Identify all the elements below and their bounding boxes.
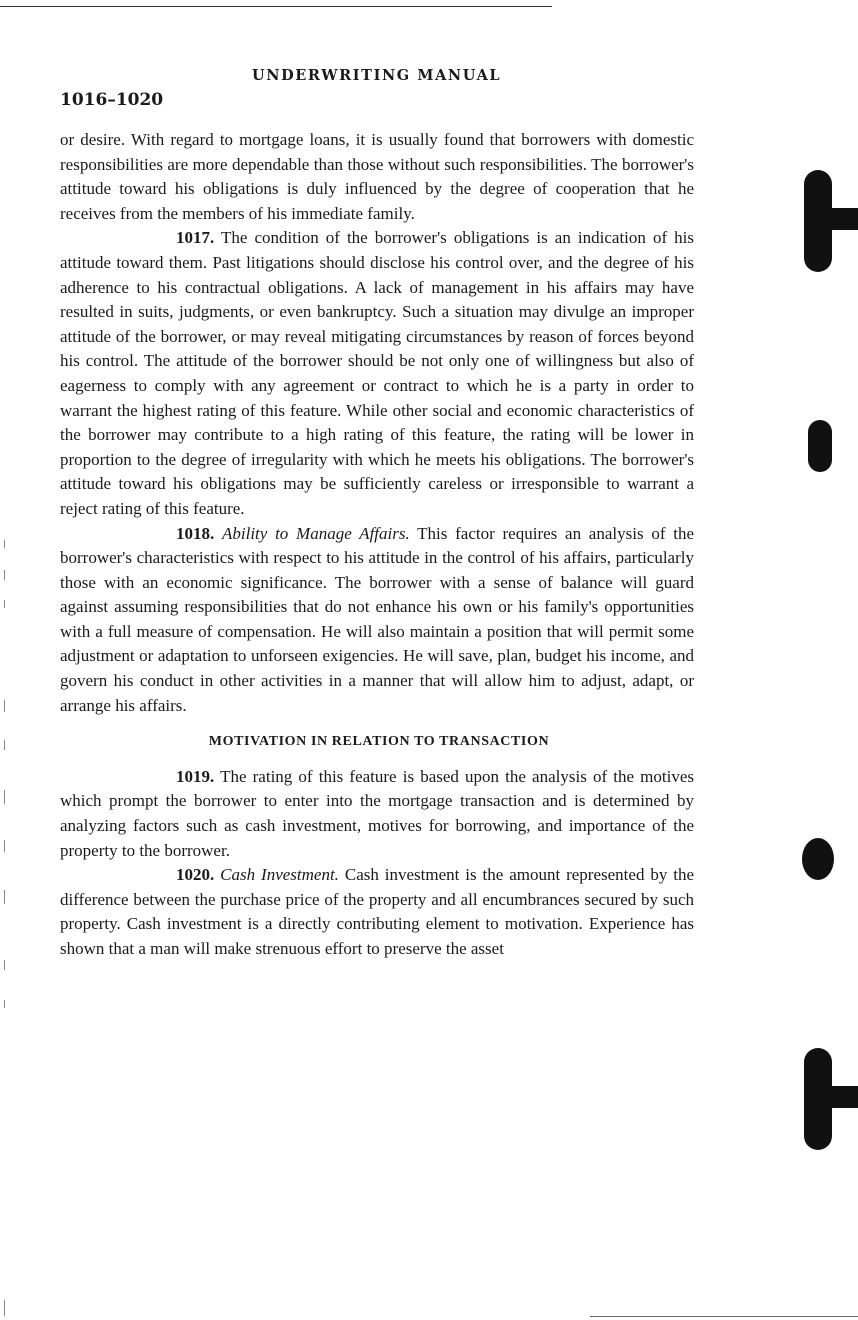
scan-edge-mark [4, 700, 5, 712]
continuation-paragraph: or desire. With regard to mortgage loans, it is usually found that borrowers with domestic responsibilities are more dependable than those without such responsibilities. The borrower's attitude toward his obligations is duly influenced by the degree of cooperation that he receives from the members of his immediate family. [60, 130, 694, 223]
binder-punch-top-tab [820, 208, 858, 230]
section-number-1019: 1019. [176, 766, 215, 786]
top-edge-rule [0, 6, 552, 7]
paragraph-1017-text: The condition of the borrower's obligations is an indication of his attitude toward them. Past litigations should disclose his control over, and the degree of his adherence to his contractual obligations. A lack of management in his affairs may have resulted in suits, judgments, or even bankruptcy. Such a situation may divulge an improper attitude of the borrower, or may reveal mitigating circumstances by reason of forces beyond his control. The attitude of the borrower should be not only one of willingness but also of eagerness to comply with any agreement or contract to which he is a party in order to warrant the highest rating of this feature. While other social and economic characteristics of the borrower may contribute to a high rating of this feature, the rating will be lower in proportion to the degree of irregularity with which he meets his obligations. The borrower's attitude toward his obligations may be sufficiently careless or irresponsible to warrant a reject rating of this feature. [60, 228, 694, 518]
section-heading: MOTIVATION IN RELATION TO TRANSACTION [208, 734, 550, 750]
paragraph-1019-text: The rating of this feature is based upon the analysis of the motives which prompt the borrower to enter into the mortgage transaction and is determined by analyzing factors such as cash investment, motives for borrowing, and importance of the property to the borrower. [60, 766, 694, 860]
scan-edge-mark [4, 540, 5, 548]
body-text [60, 128, 694, 962]
section-title-1018: Ability to Manage Affairs. [222, 523, 410, 543]
binder-hole-round [802, 838, 834, 880]
scan-edge-mark [4, 740, 5, 750]
scan-edge-mark [4, 1000, 5, 1008]
paragraph-1019 [60, 765, 694, 863]
paragraph-1018-text: This factor requires an analysis of the borrower's characteristics with respect to his attitude in the control of his affairs, particularly those with an economic significance. The borrower with a sense of balance will guard against assuming responsibilities that do not enhance his own or his family's opportunities with a full measure of compensation. He will also maintain a position that will permit some adjustment or adaptation to unforseen exigencies. He will save, plan, budget his income, and govern his conduct in other activities in a manner that will allow him to adjust, adapt, or arrange his affairs. [60, 523, 695, 715]
paragraph-1017 [60, 226, 694, 521]
running-title: UNDERWRITING MANUAL [252, 67, 502, 84]
paragraph-1020-text: Cash investment is the amount represented by the difference between the purchase price of the property and all encumbrances secured by such property. Cash investment is a directly contributing element to motivation. Experience has shown that a man will make strenuous effort to preserve the asset [60, 865, 695, 958]
scan-edge-mark [4, 960, 5, 970]
binder-punch-middle [808, 420, 832, 472]
page-section-range: 1016–1020 [60, 90, 164, 110]
scan-edge-mark [4, 1300, 5, 1316]
paragraph-1020 [60, 863, 694, 961]
section-title-1020: Cash Investment. [220, 865, 339, 885]
section-number-1020: 1020. [176, 865, 215, 885]
scan-edge-mark [4, 890, 5, 904]
binder-punch-bottom-tab [820, 1086, 858, 1108]
scan-edge-mark [4, 600, 5, 608]
section-number-1017: 1017. [176, 228, 215, 248]
paragraph-1018 [60, 522, 694, 719]
scan-edge-mark [4, 570, 5, 580]
bottom-edge-rule [590, 1316, 858, 1317]
scan-edge-mark [4, 840, 5, 852]
section-number-1018: 1018. [176, 523, 215, 543]
scan-edge-mark [4, 790, 5, 804]
